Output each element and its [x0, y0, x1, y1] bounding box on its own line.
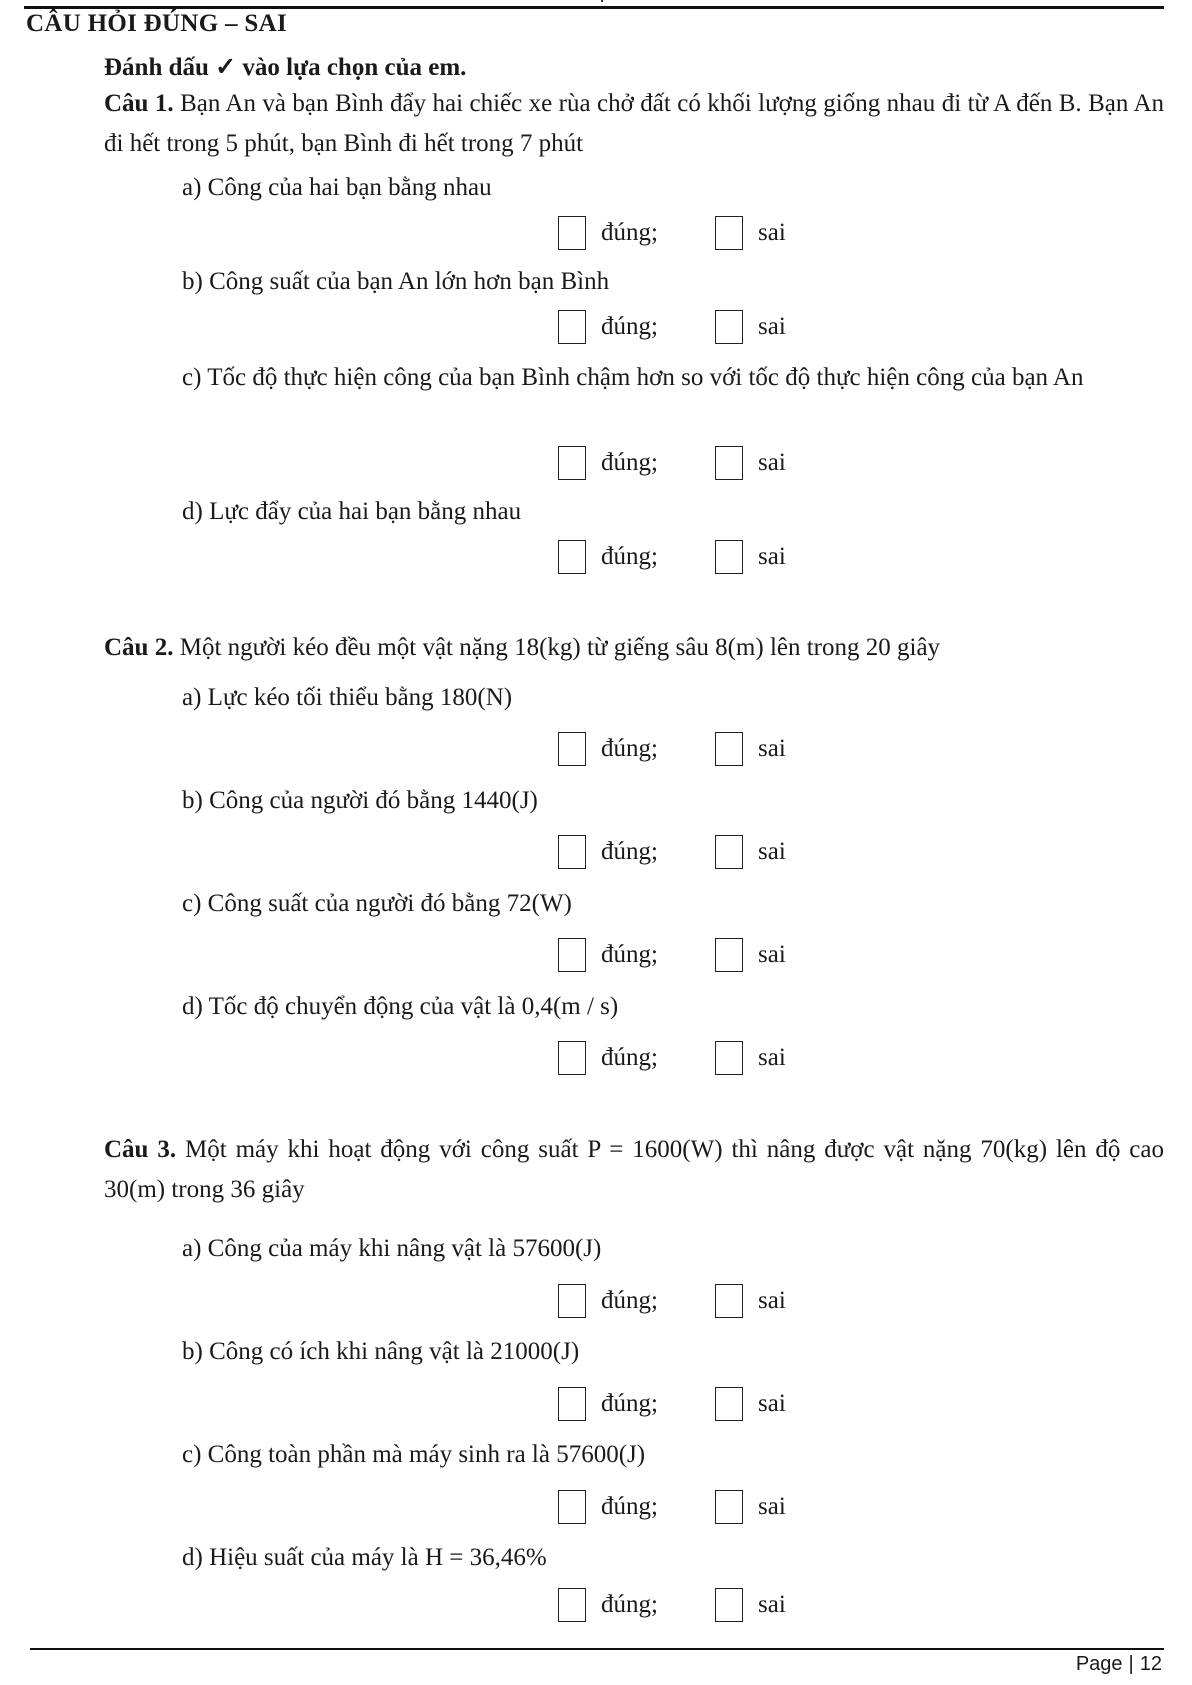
false-label: sai	[758, 1591, 786, 1618]
page-footer	[1076, 1653, 1162, 1676]
false-checkbox[interactable]	[715, 540, 743, 574]
true-checkbox[interactable]	[558, 1041, 586, 1075]
false-checkbox[interactable]	[715, 310, 743, 344]
page-label: Page	[1075, 1653, 1123, 1675]
false-checkbox[interactable]	[715, 1387, 743, 1421]
option-3a: a) Công của máy khi nâng vật là 57600(J)	[182, 1235, 602, 1262]
section-title: CÂU HỎI ĐÚNG – SAI	[26, 10, 287, 37]
true-checkbox[interactable]	[558, 540, 586, 574]
false-checkbox[interactable]	[715, 216, 743, 250]
question-1	[104, 84, 1164, 164]
true-checkbox[interactable]	[558, 310, 586, 344]
false-label: sai	[758, 1044, 786, 1071]
footer-divider	[30, 1648, 1164, 1650]
true-label: đúng;	[601, 219, 658, 246]
option-3d: d) Hiệu suất của máy là H = 36,46%	[182, 1544, 547, 1571]
option-2c: c) Công suất của người đó bằng 72(W)	[182, 890, 572, 917]
top-divider	[24, 6, 1164, 9]
question-text: Một máy khi hoạt động với công suất P = 1600(W) thì nâng được vật nặng 70(kg) lên độ cao 30(m) trong 36 giây	[104, 1136, 1165, 1203]
question-3	[104, 1130, 1164, 1210]
false-checkbox[interactable]	[715, 1284, 743, 1318]
false-label: sai	[758, 543, 786, 570]
option-1a: a) Công của hai bạn bằng nhau	[182, 174, 492, 201]
false-label: sai	[758, 1493, 786, 1520]
false-label: sai	[758, 838, 786, 865]
instruction-text: Đánh dấu ✓ vào lựa chọn của em.	[104, 54, 467, 81]
false-label: sai	[758, 1390, 786, 1417]
true-checkbox[interactable]	[558, 1284, 586, 1318]
true-label: đúng;	[601, 449, 658, 476]
false-label: sai	[758, 735, 786, 762]
true-label: đúng;	[601, 1493, 658, 1520]
true-checkbox[interactable]	[558, 938, 586, 972]
false-label: sai	[758, 219, 786, 246]
option-2a: a) Lực kéo tối thiểu bằng 180(N)	[182, 684, 513, 711]
true-label: đúng;	[601, 735, 658, 762]
question-number: Câu 3.	[104, 1136, 177, 1163]
option-1b: b) Công suất của bạn An lớn hơn bạn Bình	[182, 268, 610, 295]
true-checkbox[interactable]	[558, 1490, 586, 1524]
false-checkbox[interactable]	[715, 1490, 743, 1524]
true-label: đúng;	[601, 1591, 658, 1618]
false-label: sai	[758, 449, 786, 476]
false-checkbox[interactable]	[715, 938, 743, 972]
option-1d: d) Lực đẩy của hai bạn bằng nhau	[182, 498, 522, 525]
true-label: đúng;	[601, 1390, 658, 1417]
false-checkbox[interactable]	[715, 732, 743, 766]
false-checkbox[interactable]	[715, 1588, 743, 1622]
option-3b: b) Công có ích khi nâng vật là 21000(J)	[182, 1338, 580, 1365]
true-label: đúng;	[601, 838, 658, 865]
true-label: đúng;	[601, 543, 658, 570]
question-number: Câu 1.	[104, 90, 174, 117]
true-label: đúng;	[601, 1287, 658, 1314]
page-number: 12	[1139, 1653, 1162, 1675]
true-checkbox[interactable]	[558, 732, 586, 766]
true-label: đúng;	[601, 1044, 658, 1071]
option-3c: c) Công toàn phần mà máy sinh ra là 57600(J)	[182, 1441, 646, 1468]
question-number: Câu 2.	[104, 634, 174, 661]
false-checkbox[interactable]	[715, 835, 743, 869]
true-label: đúng;	[601, 313, 658, 340]
question-text: Bạn An và bạn Bình đẩy hai chiếc xe rùa chở đất có khối lượng giống nhau đi từ A đến B. Bạn An đi hết trong 5 phút, bạn Bình đi hết trong 7 phút	[104, 90, 1164, 157]
false-label: sai	[758, 313, 786, 340]
true-checkbox[interactable]	[558, 835, 586, 869]
true-checkbox[interactable]	[558, 216, 586, 250]
true-checkbox[interactable]	[558, 1387, 586, 1421]
false-label: sai	[758, 941, 786, 968]
true-checkbox[interactable]	[558, 446, 586, 480]
false-label: sai	[758, 1287, 786, 1314]
true-checkbox[interactable]	[558, 1588, 586, 1622]
option-2b: b) Công của người đó bằng 1440(J)	[182, 787, 538, 814]
false-checkbox[interactable]	[715, 1041, 743, 1075]
option-2d: d) Tốc độ chuyển động của vật là 0,4(m / s)	[182, 993, 619, 1020]
page-separator: |	[1128, 1653, 1134, 1675]
header-dot	[601, 0, 603, 2]
question-text: Một người kéo đều một vật nặng 18(kg) từ giếng sâu 8(m) lên trong 20 giây	[179, 634, 941, 661]
option-1c: c) Tốc độ thực hiện công của bạn Bình chậm hơn so với tốc độ thực hiện công của bạn An	[182, 364, 1084, 391]
question-2	[104, 628, 1164, 668]
false-checkbox[interactable]	[715, 446, 743, 480]
true-label: đúng;	[601, 941, 658, 968]
